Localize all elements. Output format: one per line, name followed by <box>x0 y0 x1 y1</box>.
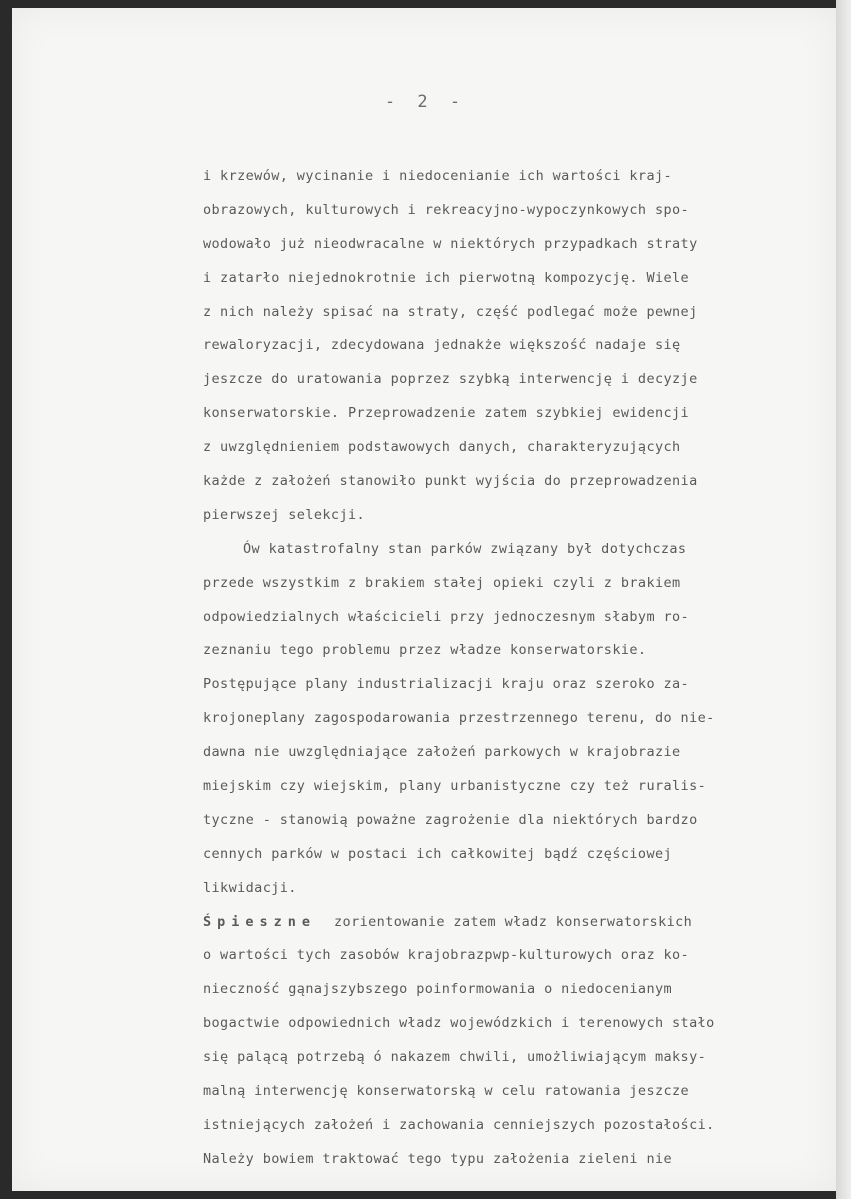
text-line: Należy bowiem traktować tego typu założenia zieleni nie <box>203 1150 673 1167</box>
text-line: Ów katastrofalny stan parków związany był dotychczas <box>243 540 687 557</box>
text-line: miejskim czy wiejskim, plany urbanistyczne czy też ruralis- <box>203 778 707 795</box>
text-line: pierwszej selekcji. <box>203 506 366 523</box>
document-text <box>203 160 823 1177</box>
page-edge <box>836 0 851 1199</box>
text-line: każde z założeń stanowiło punkt wyjścia do przeprowadzenia <box>203 473 698 490</box>
text-line: o wartości tych zasobów krajobrazpwp-kulturowych oraz ko- <box>203 947 690 964</box>
spaced-emphasis-word: Śpieszne <box>203 913 317 930</box>
text-line: rewaloryzacji, zdecydowana jednakże większość nadaje się <box>203 337 681 354</box>
text-line: nieczność gąnajszybszego poinformowania o niedocenianym <box>203 981 673 998</box>
text-line: konserwatorskie. Przeprowadzenie zatem szybkiej ewidencji <box>203 405 690 422</box>
text-line: tyczne - stanowią poważne zagrożenie dla niektórych bardzo <box>203 811 698 828</box>
text-line: bogactwie odpowiednich władz wojewódzkich i terenowych stało <box>203 1015 715 1032</box>
text-line-rest: zorientowanie zatem władz konserwatorskich <box>334 913 693 930</box>
text-line: likwidacji. <box>203 879 297 896</box>
text-line: istniejących założeń i zachowania cenniejszych pozostałości. <box>203 1116 715 1133</box>
text-line: z uwzględnieniem podstawowych danych, charakteryzujących <box>203 439 681 456</box>
text-line: i zatarło niejednokrotnie ich pierwotną kompozycję. Wiele <box>203 269 690 286</box>
text-line <box>203 906 823 940</box>
text-line: zeznaniu tego problemu przez władze konserwatorskie. <box>203 642 647 659</box>
text-line: malną interwencję konserwatorską w celu ratowania jeszcze <box>203 1083 690 1100</box>
text-line: i krzewów, wycinanie i niedocenianie ich wartości kraj- <box>203 168 673 184</box>
text-line: obrazowych, kulturowych i rekreacyjno-wypoczynkowych spo- <box>203 201 690 218</box>
text-line: jeszcze do uratowania poprzez szybką interwencję i decyzje <box>203 371 698 388</box>
page-number: - 2 - <box>384 92 467 112</box>
text-line: wodowało już nieodwracalne w niektórych przypadkach straty <box>203 235 698 252</box>
text-line: cennych parków w postaci ich całkowitej bądź częściowej <box>203 845 673 862</box>
text-line: krojoneplany zagospodarowania przestrzennego terenu, do nie- <box>203 710 715 727</box>
text-line: dawna nie uwzględniające założeń parkowych w krajobrazie <box>203 744 681 761</box>
text-line: odpowiedzialnych właścicieli przy jednoczesnym słabym ro- <box>203 608 690 625</box>
text-line: się palącą potrzebą ó nakazem chwili, umożliwiającym maksy- <box>203 1049 707 1066</box>
text-line: Postępujące plany industrializacji kraju oraz szeroko za- <box>203 676 690 693</box>
text-line: przede wszystkim z brakiem stałej opieki czyli z brakiem <box>203 574 681 591</box>
text-line: z nich należy spisać na straty, część podlegać może pewnej <box>203 303 698 320</box>
